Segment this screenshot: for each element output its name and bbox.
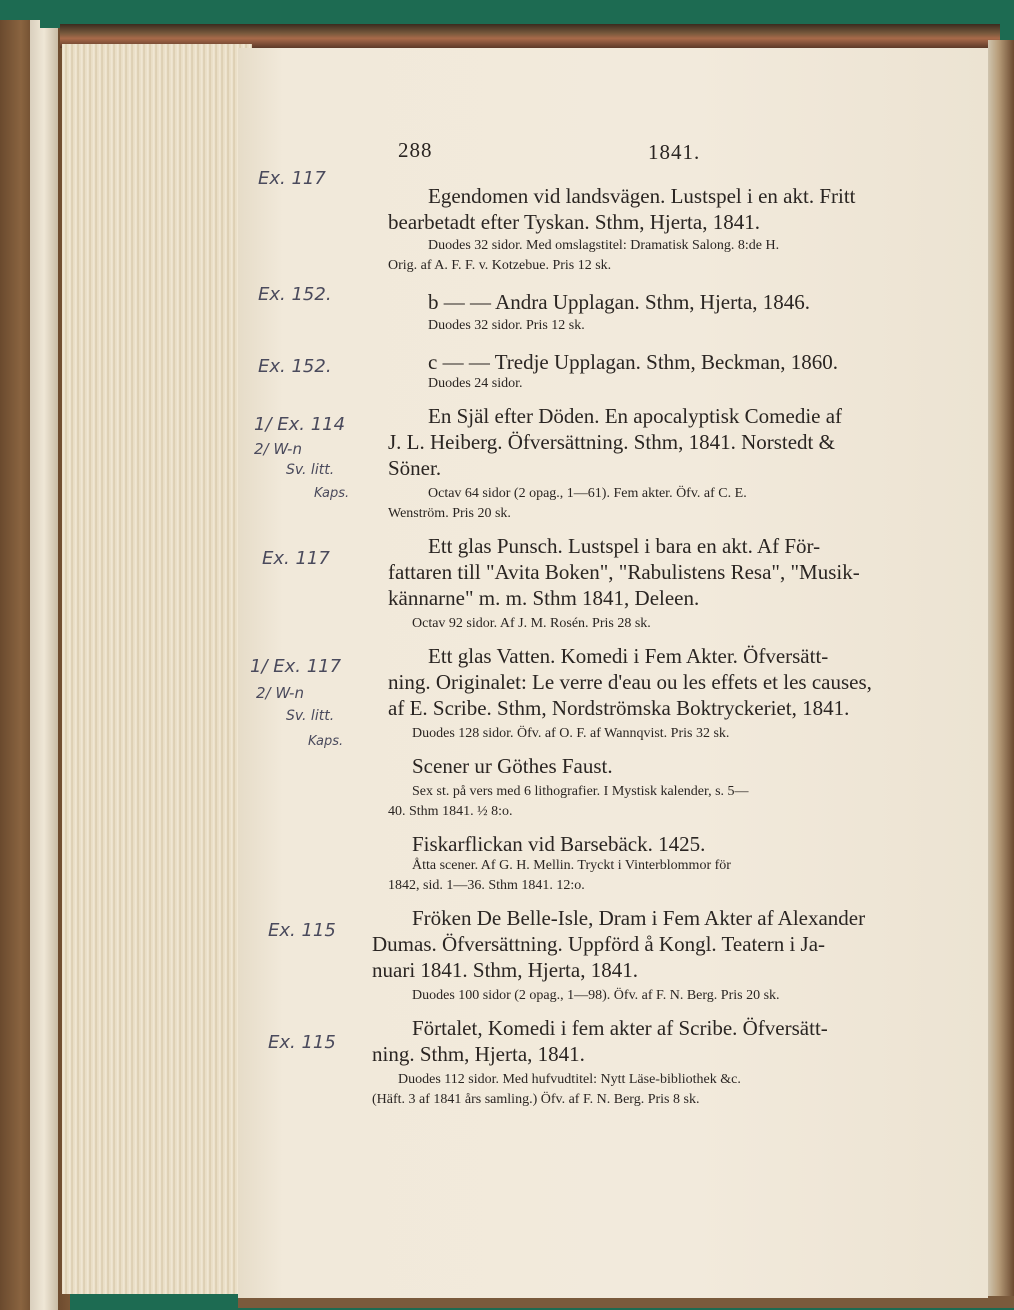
entry-note: Duodes 32 sidor. Med omslagstitel: Dramatisk Salong. 8:de H.: [428, 238, 780, 253]
entry-line: Scener ur Göthes Faust.: [412, 754, 613, 778]
entry-line: c — — Tredje Upplagan. Sthm, Beckman, 1860.: [428, 350, 839, 374]
entry-note: Duodes 100 sidor (2 opag., 1—98). Öfv. af F. N. Berg. Pris 20 sk.: [412, 988, 780, 1003]
entry-note: Octav 64 sidor (2 opag., 1—61). Fem akter. Öfv. af C. E.: [428, 486, 747, 501]
entry-note: Duodes 24 sidor.: [428, 376, 523, 391]
entry-note: Octav 92 sidor. Af J. M. Rosén. Pris 28 sk.: [412, 616, 651, 631]
page-number: 288: [398, 138, 433, 162]
page-header-year: 1841.: [648, 140, 701, 164]
entry-note: 1842, sid. 1—36. Sthm 1841. 12:o.: [388, 878, 585, 893]
entry-line: bearbetadt efter Tyskan. Sthm, Hjerta, 1841.: [388, 210, 760, 234]
entry-line: fattaren till "Avita Boken", "Rabulistens Resa", "Musik-: [388, 560, 860, 584]
margin-note: 2/ W-n: [254, 440, 302, 458]
margin-note: Ex. 117: [262, 548, 330, 569]
margin-note: Sv. litt.: [286, 708, 335, 724]
margin-note: Ex. 115: [268, 1032, 336, 1053]
entry-line: Ett glas Punsch. Lustspel i bara en akt. Af För-: [428, 534, 821, 558]
cover-edge: [30, 20, 58, 1310]
margin-note: 2/ W-n: [256, 684, 304, 702]
entry-note: Duodes 112 sidor. Med hufvudtitel: Nytt Läse-bibliothek &c.: [398, 1072, 741, 1087]
page-stack: [62, 44, 252, 1294]
entry-note: Sex st. på vers med 6 lithografier. I Mystisk kalender, s. 5—: [412, 784, 749, 799]
entry-note: 40. Sthm 1841. ½ 8:o.: [388, 804, 513, 819]
entry-line: Ett glas Vatten. Komedi i Fem Akter. Öfversätt-: [428, 644, 829, 668]
margin-note: Sv. litt.: [286, 462, 335, 478]
entry-line: Egendomen vid landsvägen. Lustspel i en akt. Fritt: [428, 184, 856, 208]
entry-line: Förtalet, Komedi i fem akter af Scribe. Öfversätt-: [412, 1016, 828, 1040]
entry-note: Wenström. Pris 20 sk.: [388, 506, 511, 521]
entry-line: nuari 1841. Sthm, Hjerta, 1841.: [372, 958, 638, 982]
entry-line: En Själ efter Döden. En apocalyptisk Comedie af: [428, 404, 843, 428]
entry-line: J. L. Heiberg. Öfversättning. Sthm, 1841. Norstedt &: [388, 430, 835, 454]
margin-note: Ex. 152.: [258, 284, 332, 305]
entry-note: Duodes 32 sidor. Pris 12 sk.: [428, 318, 585, 333]
margin-note: 1/ Ex. 114: [254, 414, 346, 435]
cover-right-edge: [988, 40, 1014, 1308]
entry-line: ning. Originalet: Le verre d'eau ou les effets et les causes,: [388, 670, 872, 694]
entry-line: Fröken De Belle-Isle, Dram i Fem Akter af Alexander: [412, 906, 866, 930]
margin-note: Ex. 115: [268, 920, 336, 941]
entry-note: (Häft. 3 af 1841 års samling.) Öfv. af F. N. Berg. Pris 8 sk.: [372, 1092, 700, 1107]
entry-line: kännarne" m. m. Sthm 1841, Deleen.: [388, 586, 700, 610]
book-page: [238, 48, 988, 1298]
entry-note: Åtta scener. Af G. H. Mellin. Tryckt i Vinterblommor för: [412, 858, 731, 873]
margin-note: 1/ Ex. 117: [250, 656, 342, 677]
margin-note: Ex. 117: [258, 168, 326, 189]
entry-note: Orig. af A. F. F. v. Kotzebue. Pris 12 sk.: [388, 258, 612, 273]
entry-note: Duodes 128 sidor. Öfv. af O. F. af Wannqvist. Pris 32 sk.: [412, 726, 730, 741]
entry-line: Söner.: [388, 456, 442, 480]
margin-note: Ex. 152.: [258, 356, 332, 377]
entry-line: Dumas. Öfversättning. Uppförd å Kongl. Teatern i Ja-: [372, 932, 826, 956]
entry-line: Fiskarflickan vid Barsebäck. 1425.: [412, 832, 706, 856]
entry-line: b — — Andra Upplagan. Sthm, Hjerta, 1846.: [428, 290, 811, 314]
margin-note: Kaps.: [308, 734, 344, 749]
entry-line: ning. Sthm, Hjerta, 1841.: [372, 1042, 585, 1066]
entry-line: af E. Scribe. Sthm, Nordströmska Boktryckeriet, 1841.: [388, 696, 850, 720]
margin-note: Kaps.: [314, 486, 350, 501]
